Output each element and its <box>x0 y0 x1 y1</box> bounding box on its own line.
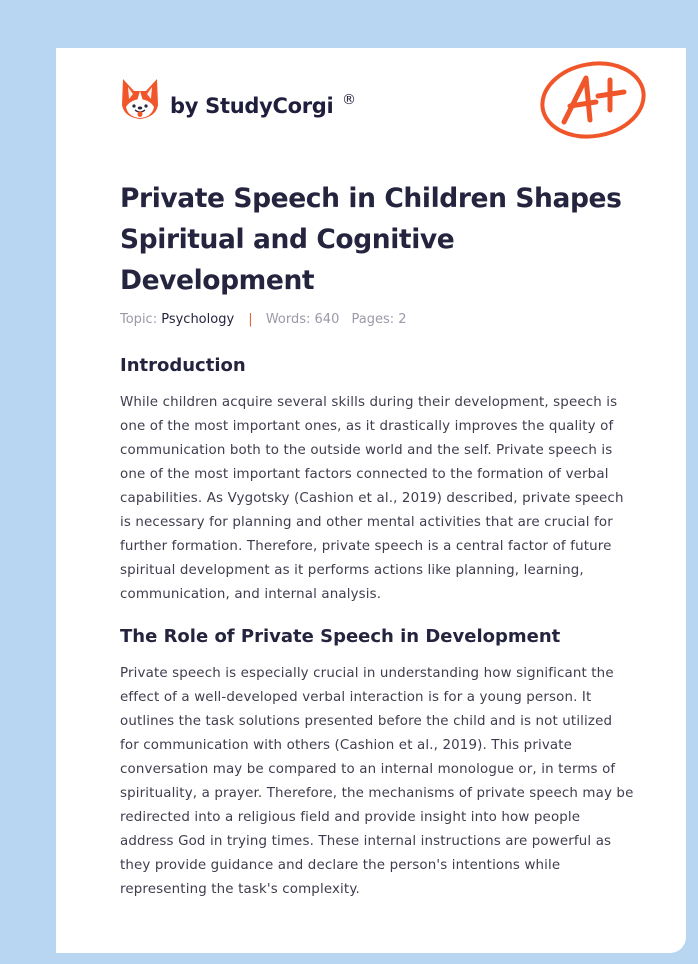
section-heading: Introduction <box>120 355 246 376</box>
document-card <box>56 48 686 953</box>
section-heading: The Role of Private Speech in Development <box>120 626 561 647</box>
studycorgi-logo[interactable] <box>120 74 333 124</box>
word-count: Words: 640 <box>265 312 340 327</box>
registered-mark: ® <box>342 92 356 108</box>
brand-name: by StudyCorgi <box>170 94 334 118</box>
section-paragraph: Private speech is especially crucial in understanding how significant the effect of a well-developed verbal interaction is for a young person. It outlines the task solutions presented before the child and is not utilized for communication with others (Cashion et al., 2019). This private conversation may be compared to an internal monologue or, in terms of spirituality, a prayer. Therefore, the mechanisms of private speech may be redirected into a religious field and provide insight into how people address God in trying times. These internal instructions are powerful as they provide guidance and declare the person's intentions while representing the task's complexity. <box>120 666 634 897</box>
section-paragraph: While children acquire several skills during their development, speech is one of the most important ones, as it drastically improves the quality of communication both to the outside world and the self. Private speech is one of the most important factors connected to the formation of verbal capabilities. As Vygotsky (Cashion et al., 2019) described, private speech is necessary for planning and other mental activities that are crucial for further formation. Therefore, private speech is a central factor of future spiritual development as it performs actions like planning, learning, communication, and internal analysis. <box>120 395 624 602</box>
a-plus-grade-icon <box>538 58 650 147</box>
topic-link[interactable]: Psychology <box>161 312 235 327</box>
corgi-icon <box>120 77 160 121</box>
page-count: Pages: 2 <box>351 312 407 327</box>
document-title: Private Speech in Children Shapes Spiritual and Cognitive Development <box>120 183 622 296</box>
document-meta <box>120 312 407 327</box>
topic-label: Topic: <box>120 312 158 327</box>
meta-separator: | <box>248 312 253 327</box>
section-role-of-private-speech <box>120 624 635 902</box>
document-body <box>120 353 635 902</box>
section-introduction <box>120 353 635 607</box>
